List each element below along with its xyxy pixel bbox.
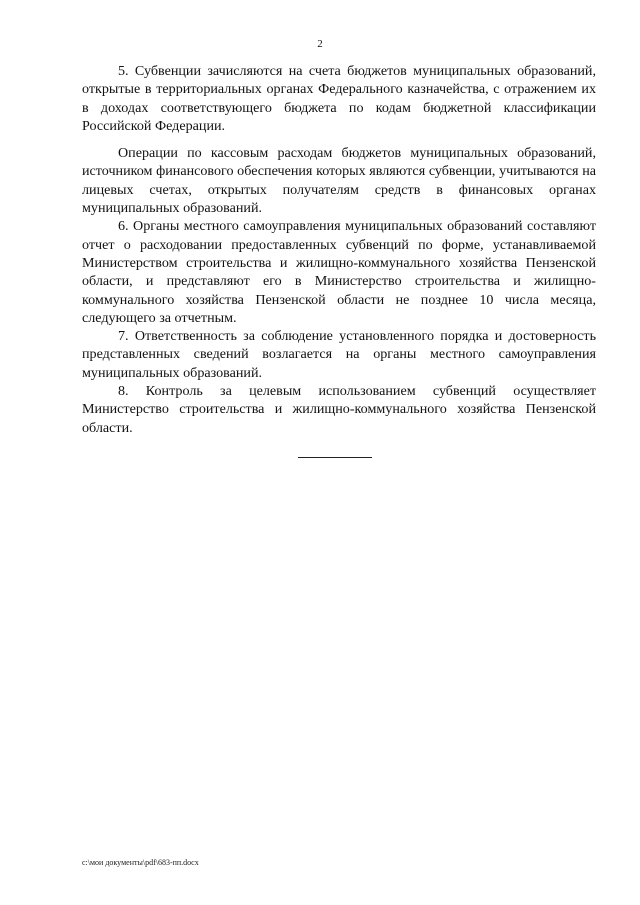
paragraph-5: 5. Субвенции зачисляются на счета бюджетов муниципальных образований, открытые в территориальных органах Федерального казначейства, с отражением их в доходах соответствующего бюджета по кодам бюджетной классификации Российской Федерации. — [82, 63, 596, 134]
paragraph-6: 6. Органы местного самоуправления муниципальных образований составляют отчет о расходовании предоставленных субвенций по форме, устанавливаемой Министерством строительства и жилищно-коммунального хозяйства Пензенской области, и представляют его в Министерство строительства и жилищно-коммунального хозяйства Пензенской области не позднее 10 числа месяца, следующего за отчетным. — [82, 218, 596, 326]
footer-file-path: c:\мои документы\pdf\683-пп.docx — [82, 858, 199, 867]
paragraph-8: 8. Контроль за целевым использованием субвенций осуществляет Министерство строительства и жилищно-коммунального хозяйства Пензенской области. — [82, 383, 596, 436]
end-divider-line — [298, 457, 372, 458]
paragraph-operations: Операции по кассовым расходам бюджетов муниципальных образований, источником финансового обеспечения которых являются субвенции, учитываются на лицевых счетах, открытых получателям средств в финансовых органах муниципальных образований. — [82, 145, 596, 217]
paragraph-7: 7. Ответственность за соблюдение установленного порядка и достоверность представленных сведений возлагается на органы местного самоуправления муниципальных образований. — [82, 328, 596, 381]
document-body — [82, 62, 596, 437]
page-number: 2 — [317, 38, 323, 50]
